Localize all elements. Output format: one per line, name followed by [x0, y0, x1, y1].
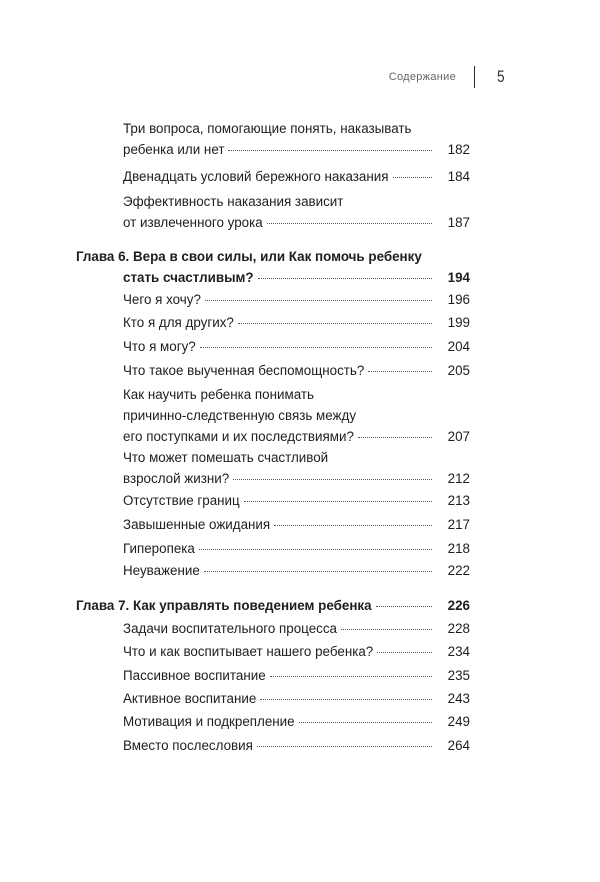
toc-page-number: 196 — [447, 292, 470, 307]
toc-page-number: 207 — [447, 429, 470, 444]
toc-page-number: 199 — [447, 315, 470, 330]
dot-leader — [233, 478, 432, 480]
dot-leader — [358, 436, 432, 438]
toc-page-number: 228 — [447, 621, 470, 636]
toc-page-number: 194 — [447, 270, 470, 285]
toc-entry-text: Кто я для других? — [123, 315, 234, 330]
toc-page-number: 235 — [447, 668, 470, 683]
toc-entry-text: причинно-следственную связь между — [123, 408, 357, 423]
toc-entry-text: Вместо послесловия — [123, 738, 253, 753]
toc-page-number: 205 — [447, 363, 470, 378]
toc-page-number: 212 — [447, 471, 470, 486]
dot-leader — [199, 548, 432, 550]
toc-page-number: 204 — [447, 339, 470, 354]
toc-entry-text: Как научить ребенка понимать — [123, 387, 314, 402]
toc-entry-text: Активное воспитание — [123, 691, 257, 706]
toc-entry-text: взрослой жизни? — [123, 471, 230, 486]
dot-leader — [368, 370, 432, 372]
dot-leader — [341, 628, 432, 630]
toc-entry-text: Чего я хочу? — [123, 292, 201, 307]
toc-entry-text: Что может помешать счастливой — [123, 450, 329, 465]
dot-leader — [267, 222, 432, 224]
dot-leader — [205, 299, 432, 301]
toc-entry-text: Что я могу? — [123, 339, 196, 354]
running-header — [0, 66, 600, 90]
dot-leader — [393, 176, 432, 178]
toc-entry-text: Что и как воспитывает нашего ребенка? — [123, 644, 374, 659]
dot-leader — [228, 149, 432, 151]
dot-leader — [274, 524, 432, 526]
toc-page-number: 182 — [447, 142, 470, 157]
toc-entry-text: Глава 6. Вера в свои силы, или Как помочь ребенку — [76, 249, 422, 264]
toc-page-number: 264 — [447, 738, 470, 753]
dot-leader — [258, 277, 432, 279]
toc-entry-text: Неуважение — [123, 563, 200, 578]
toc-page-number: 184 — [447, 169, 470, 184]
toc-page-number: 187 — [447, 215, 470, 230]
toc-entry-text: Пассивное воспитание — [123, 668, 266, 683]
toc-entry-text: Глава 7. Как управлять поведением ребенка — [76, 598, 372, 613]
toc-page-number: 213 — [447, 493, 470, 508]
toc-entry-text: Мотивация и подкрепление — [123, 714, 295, 729]
toc-page-number: 243 — [447, 691, 470, 706]
dot-leader — [238, 322, 432, 324]
toc-entry-text: его поступками и их последствиями? — [123, 429, 354, 444]
toc-entry-text: Двенадцать условий бережного наказания — [123, 169, 389, 184]
toc-page-number: 234 — [447, 644, 470, 659]
toc-page-number: 222 — [447, 563, 470, 578]
dot-leader — [257, 745, 432, 747]
dot-leader — [376, 605, 432, 607]
toc-entry-text: Три вопроса, помогающие понять, наказывать — [123, 121, 412, 136]
toc-entry-text: Что такое выученная беспомощность? — [123, 363, 365, 378]
toc-entry-text: от извлеченного урока — [123, 215, 263, 230]
header-page-number: 5 — [497, 67, 505, 86]
toc-entry-text: Задачи воспитательного процесса — [123, 621, 337, 636]
toc-page-number: 217 — [447, 517, 470, 532]
header-divider — [474, 66, 475, 88]
toc-entry-text: Отсутствие границ — [123, 493, 240, 508]
toc-page-number: 249 — [447, 714, 470, 729]
dot-leader — [299, 721, 432, 723]
dot-leader — [270, 675, 432, 677]
toc-entry-text: стать счастливым? — [123, 270, 254, 285]
dot-leader — [204, 570, 432, 572]
toc-entry-text: Эффективность наказания зависит — [123, 194, 344, 209]
header-title: Содержание — [388, 71, 456, 83]
dot-leader — [244, 500, 432, 502]
toc-page-number: 218 — [447, 541, 470, 556]
dot-leader — [377, 651, 432, 653]
toc-entry-text: ребенка или нет — [123, 142, 225, 157]
dot-leader — [200, 346, 432, 348]
dot-leader — [260, 698, 432, 700]
toc-entry-text: Завышенные ожидания — [123, 517, 271, 532]
toc-page-number: 226 — [447, 598, 470, 613]
toc-entry-text: Гиперопека — [123, 541, 195, 556]
